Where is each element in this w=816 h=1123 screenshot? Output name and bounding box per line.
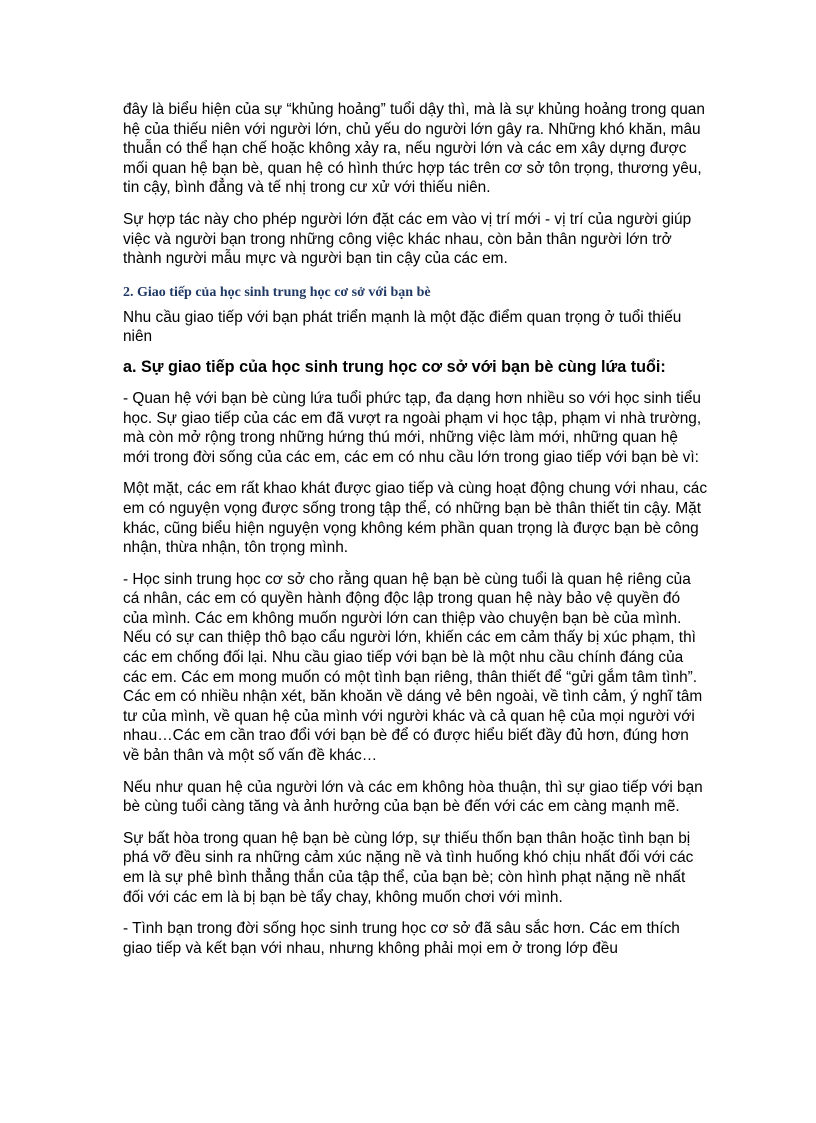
paragraph-3: Nhu cầu giao tiếp với bạn phát triển mạnh là một đặc điểm quan trọng ở tuổi thiếu niên [123,308,682,346]
document-page [123,100,708,970]
paragraph-6: - Học sinh trung học cơ sở cho rằng quan hệ bạn bè cùng tuổi là quan hệ riêng của cá nhân, các em có quyền hành động độc lập trong quan hệ này bảo vệ quyền đó của mình. Các em không muốn người lớn can thiệp vào chuyện bạn bè của mình. Nếu có sự can thiệp thô bạo cẩu người lớn, khiến các em cảm thấy bị xúc phạm, thì các em chống đối lại. Nhu cầu giao tiếp với bạn bè là một nhu cầu chính đáng của các em. Các em mong muốn có một tình bạn riêng, thân thiết để “gửi gắm tâm tình”. Các em có nhiều nhận xét, băn khoăn về dáng vẻ bên ngoài, về tình cảm, ý nghĩ tâm tư của mình, về quan hệ của mình với người khác và cả quan hệ của mọi người với nhau…Các em cần trao đổi với bạn bè để có được hiểu biết đầy đủ hơn, đúng hơn về bản thân và một số vấn đề khác… [123,570,703,765]
paragraph-2: Sự hợp tác này cho phép người lớn đặt các em vào vị trí mới - vị trí của người giúp việc và người bạn trong những công việc khác nhau, còn bản thân người lớn trở thành người mẫu mực và người bạn tin cậy của các em. [123,210,692,268]
paragraph-9: - Tình bạn trong đời sống học sinh trung học cơ sở đã sâu sắc hơn. Các em thích giao tiếp và kết bạn với nhau, nhưng không phải mọi em ở trong lớp đều [123,920,680,957]
section-heading: 2. Giao tiếp của học sinh trung học cơ sở với bạn bè [123,284,431,300]
paragraph-5: Một mặt, các em rất khao khát được giao tiếp và cùng hoạt động chung với nhau, các em có nguyện vọng được sống trong tập thể, có những bạn bè thân thiết tin cậy. Mặt khác, cũng biểu hiện nguyện vọng không kém phần quan trọng là được bạn bè công nhận, thừa nhận, tôn trọng mình. [123,480,708,557]
paragraph-1: đây là biểu hiện của sự “khủng hoảng” tuổi dậy thì, mà là sự khủng hoảng trong quan hệ của thiếu niên với người lớn, chủ yếu do người lớn gây ra. Những khó khăn, mâu thuẫn có thể hạn chế hoặc không xảy ra, nếu người lớn và các em xây dựng được mối quan hệ bạn bè, quan hệ có hình thức hợp tác trên cơ sở tôn trọng, thương yêu, tin cậy, bình đẳng và tế nhị trong cư xử với thiếu niên. [123,101,705,197]
paragraph-4: - Quan hệ với bạn bè cùng lứa tuổi phức tạp, đa dạng hơn nhiều so với học sinh tiểu học. Sự giao tiếp của các em đã vượt ra ngoài phạm vi học tập, phạm vi nhà trường, mà còn mở rộng trong những hứng thú mới, những việc làm mới, những quan hệ mới trong đời sống của các em, các em có nhu cầu lớn trong giao tiếp với bạn bè vì: [123,389,702,466]
paragraph-8: Sự bất hòa trong quan hệ bạn bè cùng lớp, sự thiếu thốn bạn thân hoặc tình bạn bị phá vỡ đều sinh ra những cảm xúc nặng nề và tình huống khó chịu nhất đối với các em là sự phê bình thẳng thắn của tập thể, của bạn bè; còn hình phạt nặng nề nhất đối với các em là bị bạn bè tẩy chay, không muốn chơi với mình. [123,829,694,906]
paragraph-7: Nếu như quan hệ của người lớn và các em không hòa thuận, thì sự giao tiếp với bạn bè cùng tuổi càng tăng và ảnh hưởng của bạn bè đến với các em càng mạnh mẽ. [123,778,703,816]
subsection-heading: a. Sự giao tiếp của học sinh trung học cơ sở với bạn bè cùng lứa tuổi: [123,357,666,376]
